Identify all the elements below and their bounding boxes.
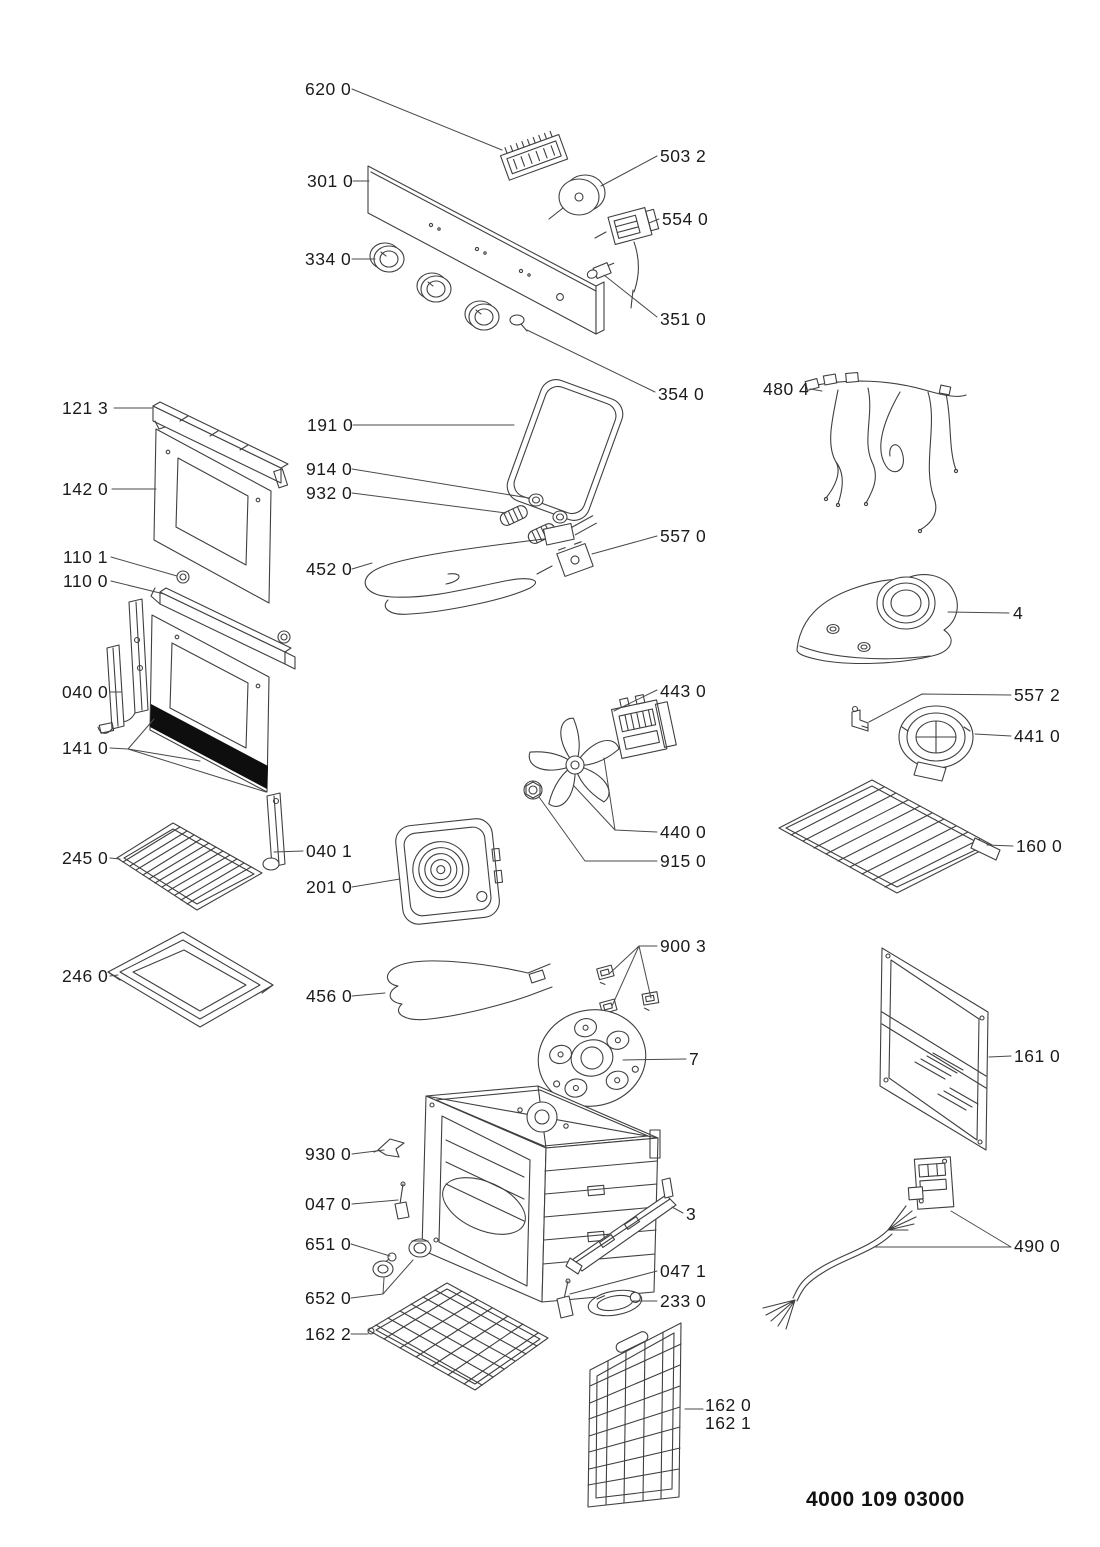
- part-callout-452-0: 452 0: [306, 559, 353, 579]
- part-callout-040-1: 040 1: [306, 841, 353, 861]
- part-callout-201-0: 201 0: [306, 877, 353, 897]
- part-callout-245-0: 245 0: [62, 848, 109, 868]
- part-callout-7: 7: [689, 1049, 700, 1069]
- part-callout-914-0: 914 0: [306, 459, 353, 479]
- bottom-grid-drawing: [368, 1283, 548, 1390]
- part-callout-162-0: 162 0: [705, 1395, 752, 1415]
- part-callout-443-0: 443 0: [660, 681, 707, 701]
- part-callout-480-4: 480 4: [763, 379, 810, 399]
- document-number: 4000 109 03000: [806, 1488, 965, 1511]
- part-callout-301-0: 301 0: [307, 171, 354, 191]
- part-callout-141-0: 141 0: [62, 738, 109, 758]
- fan-cover-drawing: [394, 817, 506, 926]
- part-callout-233-0: 233 0: [660, 1291, 707, 1311]
- part-callout-354-0: 354 0: [658, 384, 705, 404]
- part-callout-557-2: 557 2: [1014, 685, 1061, 705]
- lower-element-drawing: [387, 961, 552, 1020]
- right-hinge-drawing: [263, 793, 285, 870]
- part-callout-351-0: 351 0: [660, 309, 707, 329]
- part-callout-334-0: 334 0: [305, 249, 352, 269]
- latch-roller-drawing: [384, 1239, 431, 1263]
- oven-cavity-drawing: [422, 1086, 660, 1302]
- fan-nut-drawing: [524, 781, 542, 799]
- part-callout-047-1: 047 1: [660, 1261, 707, 1281]
- left-hinge-drawings: [98, 599, 148, 733]
- thermostat-clip-drawing: [852, 707, 868, 732]
- part-callout-620-0: 620 0: [305, 79, 352, 99]
- part-callout-557-0: 557 0: [660, 526, 707, 546]
- fan-diverter-drawing: [797, 575, 957, 664]
- part-callout-3: 3: [686, 1204, 697, 1224]
- part-callout-110-0: 110 0: [63, 571, 108, 591]
- part-callout-651-0: 651 0: [305, 1234, 352, 1254]
- part-callout-456-0: 456 0: [306, 986, 353, 1006]
- oven-thermostat-drawing: [537, 541, 593, 577]
- part-callout-142-0: 142 0: [62, 479, 109, 499]
- rear-panel-drawing: [880, 948, 988, 1150]
- part-callout-652-0: 652 0: [305, 1288, 352, 1308]
- part-callout-040-0: 040 0: [62, 682, 109, 702]
- part-callout-490-0: 490 0: [1014, 1236, 1061, 1256]
- door-wheel-drawing: [373, 1261, 393, 1277]
- part-callout-121-3: 121 3: [62, 398, 109, 418]
- part-callout-191-0: 191 0: [307, 415, 354, 435]
- timer-dial-drawing: [549, 175, 605, 219]
- power-cord-drawing: [763, 1157, 954, 1329]
- wiring-harness-drawing: [805, 372, 966, 532]
- oven-lamp-drawing: [899, 706, 973, 781]
- part-callout-900-3: 900 3: [660, 936, 707, 956]
- wire-shelf-drawing: [117, 823, 262, 910]
- part-callout-440-0: 440 0: [660, 822, 707, 842]
- push-button-drawing: [510, 315, 527, 331]
- part-callout-161-0: 161 0: [1014, 1046, 1061, 1066]
- part-callout-110-1: 110 1: [63, 547, 108, 567]
- part-callout-441-0: 441 0: [1014, 726, 1061, 746]
- signal-lamp-drawing: [586, 260, 617, 281]
- small-bracket-drawing: [374, 1139, 404, 1157]
- part-callout-554-0: 554 0: [662, 209, 709, 229]
- door-seal-drawing: [503, 375, 628, 525]
- part-callout-160-0: 160 0: [1016, 836, 1063, 856]
- part-callout-503-2: 503 2: [660, 146, 707, 166]
- baking-tray-drawing: [108, 932, 273, 1027]
- top-grill-panel-drawing: [779, 780, 1000, 893]
- thermostat-drawing: [595, 205, 660, 308]
- part-callout-930-0: 930 0: [305, 1144, 352, 1164]
- part-callout-162-1: 162 1: [705, 1413, 752, 1433]
- terminal-block-drawing: [498, 129, 567, 180]
- part-callout-162-2: 162 2: [305, 1324, 352, 1344]
- part-callout-047-0: 047 0: [305, 1194, 352, 1214]
- part-callout-246-0: 246 0: [62, 966, 109, 986]
- part-callout-932-0: 932 0: [306, 483, 353, 503]
- part-callout-915-0: 915 0: [660, 851, 707, 871]
- part-callout-4: 4: [1013, 603, 1024, 623]
- side-rack-drawing: [588, 1323, 681, 1507]
